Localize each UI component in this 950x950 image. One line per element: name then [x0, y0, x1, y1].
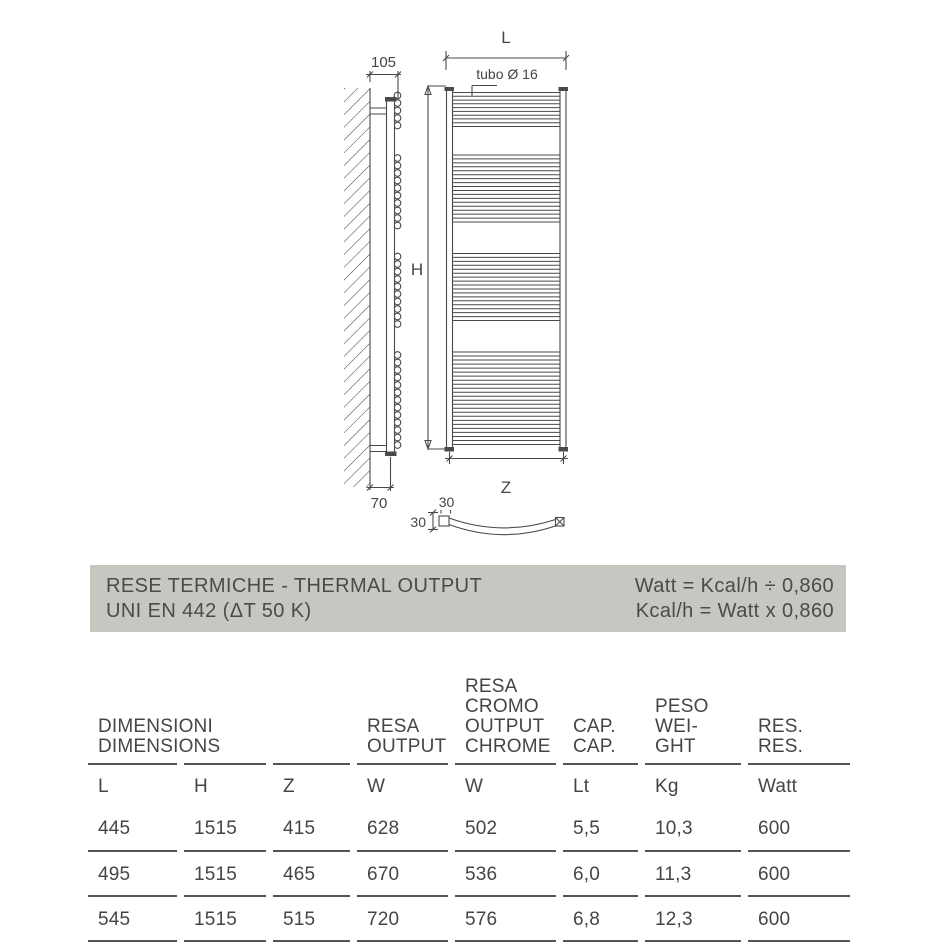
- table-row: 545 1515 515 720 576 6,8 12,3 600: [98, 909, 791, 930]
- thermal-output-banner: [90, 565, 846, 632]
- unit-L: L: [98, 776, 109, 797]
- front-view: [411, 28, 569, 497]
- dim-L: [443, 28, 569, 70]
- banner-formula-kcal: Kcal/h = Watt x 0,860: [635, 599, 834, 622]
- dim-H-label: H: [410, 260, 424, 279]
- unit-Z: Z: [283, 776, 295, 797]
- banner-formulas: [635, 574, 834, 624]
- units-row: [88, 765, 850, 797]
- spec-table: [88, 655, 850, 942]
- collector-top-cap: [385, 97, 397, 102]
- table-row: 495 1515 465 670 536 6,0 11,3 600: [98, 864, 791, 885]
- header-output-chrome: RESA CROMO OUTPUT CHROME: [465, 676, 551, 757]
- table-rule: [88, 850, 850, 852]
- header-output: RESA OUTPUT: [367, 716, 447, 757]
- dim-L-label: L: [501, 28, 511, 47]
- dim-70-label: 70: [370, 495, 388, 512]
- radiator-tubes: [453, 93, 561, 445]
- dim-105-label: 105: [370, 54, 397, 71]
- dim-30-depth: [410, 510, 438, 533]
- dim-30-width-label: 30: [438, 494, 455, 510]
- table-rule: [88, 895, 850, 897]
- spec-table-header: [88, 655, 850, 757]
- left-collector-top-cap: [445, 87, 455, 91]
- dim-Z-label: Z: [500, 478, 512, 497]
- header-weight: PESO WEI- GHT: [655, 696, 709, 757]
- unit-H: H: [194, 776, 208, 797]
- header-dimensions: [88, 717, 350, 757]
- table-rule: [88, 940, 850, 942]
- unit-Lt: Lt: [573, 776, 590, 797]
- header-capacity: CAP. CAP.: [573, 716, 616, 757]
- wall-hatch: [344, 88, 370, 487]
- bar-end-section: [439, 516, 449, 526]
- banner-title: [106, 574, 482, 624]
- tube-note: [472, 66, 538, 96]
- table-rule: [88, 763, 850, 765]
- table-row: 445 1515 415 628 502 5,5 10,3 600: [98, 818, 791, 839]
- dim-70: [367, 457, 395, 512]
- header-resistance: RES. RES.: [758, 716, 804, 757]
- dim-30-depth-label: 30: [410, 514, 426, 530]
- collector-bottom-cap: [385, 452, 397, 457]
- unit-W-chrome: W: [465, 776, 484, 797]
- banner-title-line1: RESE TERMICHE - THERMAL OUTPUT: [106, 574, 483, 597]
- unit-W-output: W: [367, 776, 386, 797]
- banner-formula-watt: Watt = Kcal/h ÷ 0,860: [634, 574, 834, 597]
- right-collector-bottom-cap: [559, 447, 569, 452]
- dim-H: [411, 86, 446, 449]
- unit-Watt: Watt: [758, 776, 798, 797]
- curve-detail: [410, 494, 564, 535]
- banner-title-line2: UNI EN 442 (ΔT 50 K): [106, 599, 312, 622]
- tube-end-bumps: [394, 92, 401, 448]
- unit-Kg: Kg: [655, 776, 679, 797]
- dim-Z: [445, 452, 568, 497]
- right-collector-top-cap: [559, 87, 569, 91]
- tube-note-label: tubo Ø 16: [476, 66, 538, 82]
- radiator-technical-drawing: [330, 20, 620, 565]
- side-view: [344, 54, 401, 512]
- header-dimensions-en: DIMENSIONS: [98, 736, 221, 757]
- header-dimensions-it: DIMENSIONI: [98, 716, 213, 737]
- dim-30-width: [439, 494, 455, 514]
